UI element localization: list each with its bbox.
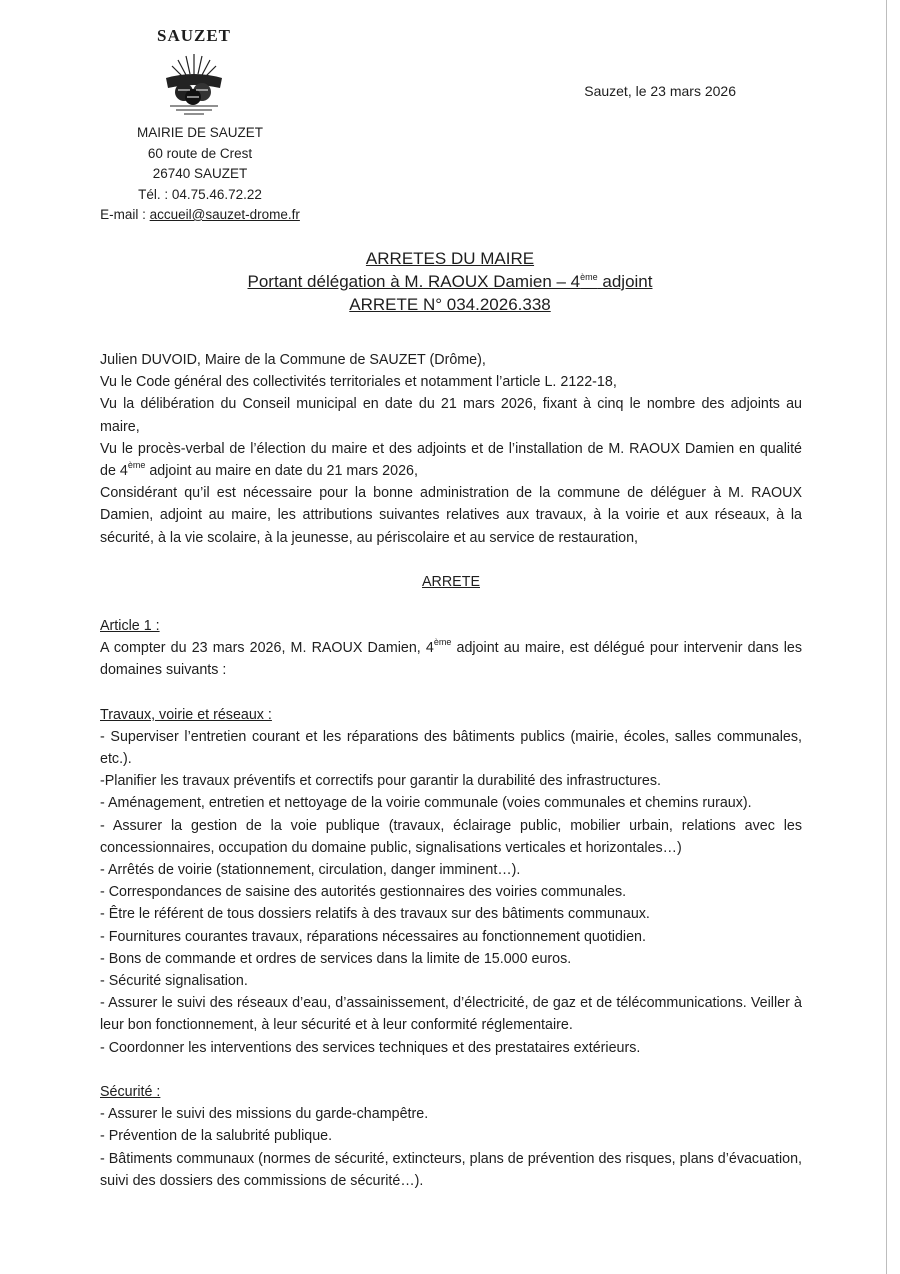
preamble-code: Vu le Code général des collectivités territoriales et notamment l’article L. 2122-18,	[100, 374, 617, 391]
travaux-heading: Travaux, voirie et réseaux :	[100, 706, 272, 723]
list-item: - Arrêtés de voirie (stationnement, circulation, danger imminent…).	[100, 862, 521, 879]
list-item: - Aménagement, entretien et nettoyage de la voirie communale (voies communales et chemins ruraux).	[100, 795, 752, 812]
title-line-2: Portant délégation à M. RAOUX Damien – 4ème adjoint	[247, 272, 653, 291]
list-item: - Assurer le suivi des missions du garde-champêtre.	[100, 1106, 429, 1123]
address-line: Tél. : 04.75.46.72.22	[138, 186, 262, 202]
address-line: 60 route de Crest	[147, 145, 253, 161]
scan-edge-line	[886, 0, 887, 1274]
arrete-number: ARRETE N° 034.2026.338	[349, 295, 551, 314]
email-label: E-mail :	[100, 207, 150, 222]
securite-heading: Sécurité :	[100, 1083, 161, 1100]
email-link[interactable]: accueil@sauzet-drome.fr	[149, 207, 300, 222]
list-item: - Prévention de la salubrité publique.	[100, 1128, 333, 1145]
date-line: Sauzet, le 23 mars 2026	[584, 83, 736, 99]
list-item: - Bons de commande et ordres de services dans la limite de 15.000 euros.	[100, 950, 572, 967]
list-item: - Assurer le suivi des réseaux d’eau, d’assainissement, d’électricité, de gaz et de télécommunications. Veiller à leur bon fonctionnement, à leur sécurité et à leur conformité réglementaire.	[100, 995, 802, 1034]
address-line: MAIRIE DE SAUZET	[136, 125, 263, 140]
list-item: - Superviser l’entretien courant et les réparations des bâtiments publics (mairie, écoles, salles communales, etc.).	[100, 728, 802, 768]
list-item: - Fournitures courantes travaux, réparations nécessaires au fonctionnement quotidien.	[100, 928, 646, 945]
list-item: - Sécurité signalisation.	[100, 973, 248, 990]
list-item: - Correspondances de saisine des autorités gestionnaires des voiries communales.	[100, 884, 627, 901]
preamble-considerant: Considérant qu’il est nécessaire pour la bonne administration de la commune de déléguer à M. RAOUX Damien, adjoint au maire, les attributions suivantes relatives aux travaux, à la voirie et aux réseaux, à la sécurité, à la vie scolaire, à la jeunesse, au périscolaire et au service de restauration,	[100, 485, 802, 546]
document-body	[100, 349, 802, 1192]
arrete-heading: ARRETE	[422, 573, 480, 590]
logo-text: SAUZET	[156, 26, 232, 45]
list-item: - Bâtiments communaux (normes de sécurité, extincteurs, plans de prévention des risques, plans d’évacuation, suivi des dossiers des commissions de sécurité…).	[100, 1150, 802, 1189]
preamble-deliberation: Vu la délibération du Conseil municipal en date du 21 mars 2026, fixant à cinq le nombre des adjoints au maire,	[100, 396, 802, 435]
article-1-intro: A compter du 23 mars 2026, M. RAOUX Damien, 4ème adjoint au maire, est délégué pour intervenir dans les domaines suivants :	[100, 637, 803, 679]
preamble-mayor: Julien DUVOID, Maire de la Commune de SAUZET (Drôme),	[100, 352, 486, 368]
list-item: - Être le référent de tous dossiers relatifs à des travaux sur des bâtiments communaux.	[100, 906, 650, 923]
mairie-address-block	[60, 123, 340, 226]
list-item: -Planifier les travaux préventifs et correctifs pour garantir la durabilité des infrastructures.	[100, 773, 661, 790]
preamble-proces-verbal: Vu le procès-verbal de l’élection du maire et des adjoints et de l’installation de M. RAOUX Damien en qualité de 4ème adjoint au maire en date du 21 mars 2026,	[100, 440, 802, 480]
list-item: - Coordonner les interventions des services techniques et des prestataires extérieurs.	[100, 1039, 641, 1056]
title-line-1: ARRETES DU MAIRE	[365, 249, 535, 268]
municipal-logo	[138, 26, 250, 122]
list-item: - Assurer la gestion de la voie publique (travaux, éclairage public, mobilier urbain, relations avec les concessionnaires, occupation du domaine public, signalisations verticales et horizontales…)	[100, 817, 802, 856]
article-1-heading: Article 1 :	[100, 618, 160, 635]
email-line	[60, 205, 340, 226]
address-line: 26740 SAUZET	[152, 166, 248, 181]
document-title	[100, 247, 800, 316]
coat-of-arms-icon	[156, 44, 232, 122]
